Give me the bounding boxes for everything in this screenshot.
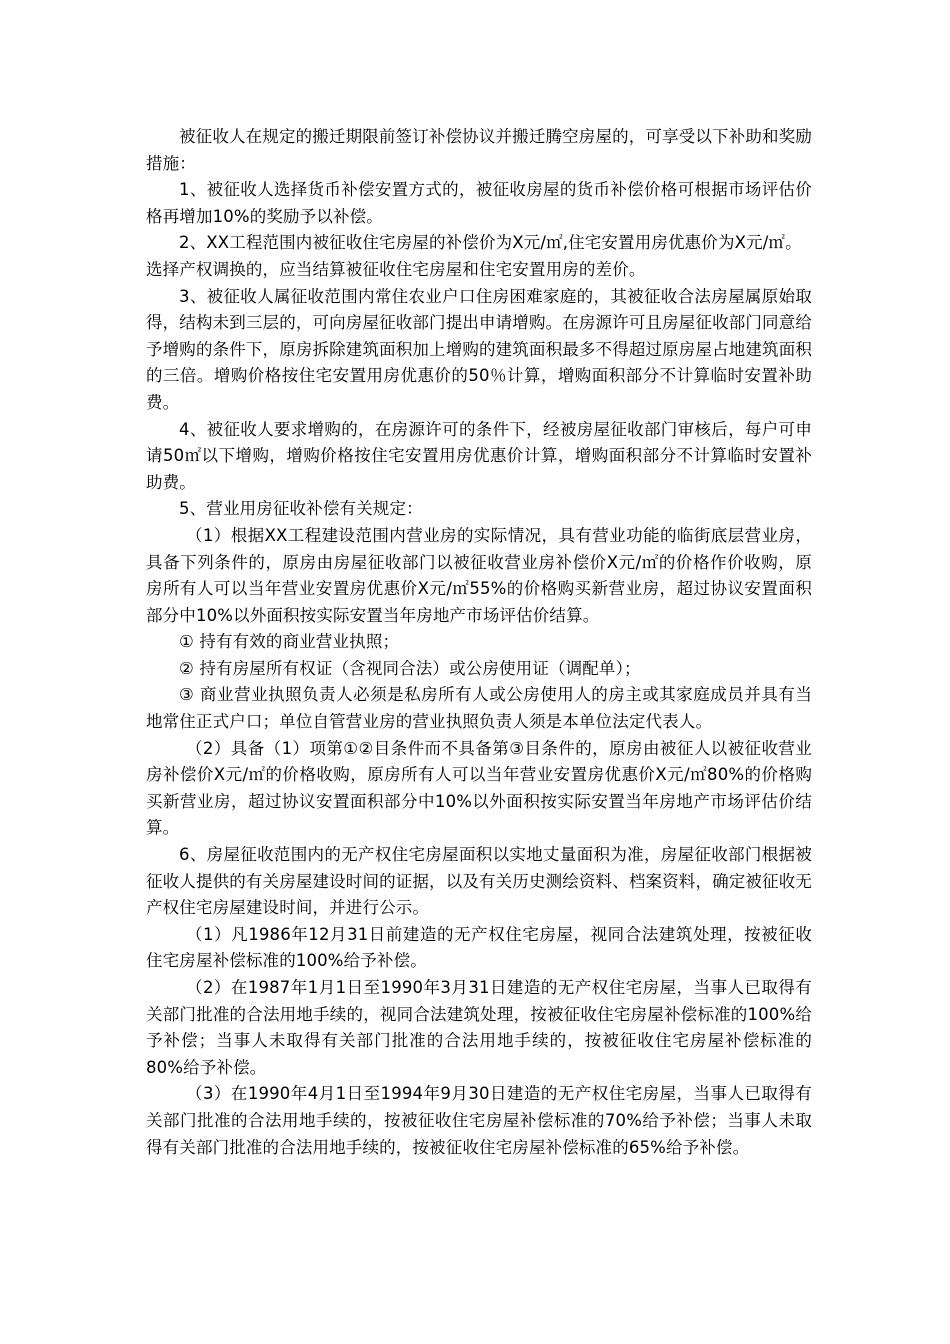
paragraph-item-5-2: （2）具备（1）项第①②目条件而不具备第③目条件的，原房由被征人以被征收营业房补偿价X元/㎡的价格收购，原房所有人可以当年营业安置房优惠价X元/㎡80%的价格购买新营业房，超过协议安置面积部分中10%以外面积按实际安置当年房地产市场评估价结算。 xyxy=(146,738,812,838)
paragraph-item-6: 6、房屋征收范围内的无产权住宅房屋面积以实地丈量面积为准，房屋征收部门根据被征收人提供的有关房屋建设时间的证据，以及有关历史测绘资料、档案资料，确定被征收无产权住宅房屋建设时间，并进行公示。 xyxy=(146,845,812,918)
paragraph-item-3: 3、被征收人属征收范围内常住农业户口住房困难家庭的，其被征收合法房屋属原始取得，结构未到三层的，可向房屋征收部门提出申请增购。在房源许可且房屋征收部门同意给予增购的条件下，原房拆除建筑面积加上增购的建筑面积最多不得超过原房屋占地建筑面积的三倍。增购价格按住宅安置用房优惠价的50％计算，增购面积部分不计算临时安置补助费。 xyxy=(146,286,812,412)
paragraph-condition-1: ① 持有有效的商业营业执照； xyxy=(179,632,400,652)
paragraph-condition-3: ③ 商业营业执照负责人必须是私房所有人或公房使用人的房主或其家庭成员并具有当地常住正式户口；单位自管营业房的营业执照负责人须是本单位法定代表人。 xyxy=(146,685,812,732)
paragraph-item-6-1: （1）凡1986年12月31日前建造的无产权住宅房屋，视同合法建筑处理，按被征收住宅房屋补偿标准的100%给予补偿。 xyxy=(146,924,812,971)
paragraph-item-4: 4、被征收人要求增购的，在房源许可的条件下，经被房屋征收部门审核后，每户可申请50㎡以下增购，增购价格按住宅安置用房优惠价计算，增购面积部分不计算临时安置补助费。 xyxy=(146,419,812,492)
paragraph-item-1: 1、被征收人选择货币补偿安置方式的，被征收房屋的货币补偿价格可根据市场评估价格再增加10%的奖励予以补偿。 xyxy=(146,180,812,226)
paragraph-item-6-2: （2）在1987年1月1日至1990年3月31日建造的无产权住宅房屋，当事人已取得有关部门批准的合法用地手续的，视同合法建筑处理，按被征收住宅房屋补偿标准的100%给予补偿；当事人未取得有关部门批准的合法用地手续的，按被征收住宅房屋补偿标准的80%给予补偿。 xyxy=(146,978,812,1077)
paragraph-item-5: 5、营业用房征收补偿有关规定： xyxy=(179,499,423,519)
paragraph-condition-2: ② 持有房屋所有权证（含视同合法）或公房使用证（调配单）； xyxy=(179,658,641,678)
paragraph-item-6-3: （3）在1990年4月1日至1994年9月30日建造的无产权住宅房屋，当事人已取得有关部门批准的合法用地手续的，按被征收住宅房屋补偿标准的70%给予补偿；当事人未取得有关部门批准的合法用地手续的，按被征收住宅房屋补偿标准的65%给予补偿。 xyxy=(146,1084,812,1157)
paragraph-item-5-1: （1）根据XX工程建设范围内营业房的实际情况，具有营业功能的临街底层营业房，具备下列条件的，原房由房屋征收部门以被征收营业房补偿价X元/㎡的价格作价收购，原房所有人可以当年营业安置房优惠价X元/㎡55%的价格购买新营业房，超过协议安置面积部分中10%以外面积按实际安置当年房地产市场评估价结算。 xyxy=(146,525,812,625)
paragraph-item-2: 2、XX工程范围内被征收住宅房屋的补偿价为X元/㎡,住宅安置用房优惠价为X元/㎡。 xyxy=(179,233,802,253)
paragraph-item-2-note: 选择产权调换的，应当结算被征收住宅房屋和住宅安置用房的差价。 xyxy=(146,259,646,279)
paragraph-intro: 被征收人在规定的搬迁期限前签订补偿协议并搬迁腾空房屋的，可享受以下补助和奖励措施： xyxy=(146,127,812,173)
document-body xyxy=(146,124,812,1161)
